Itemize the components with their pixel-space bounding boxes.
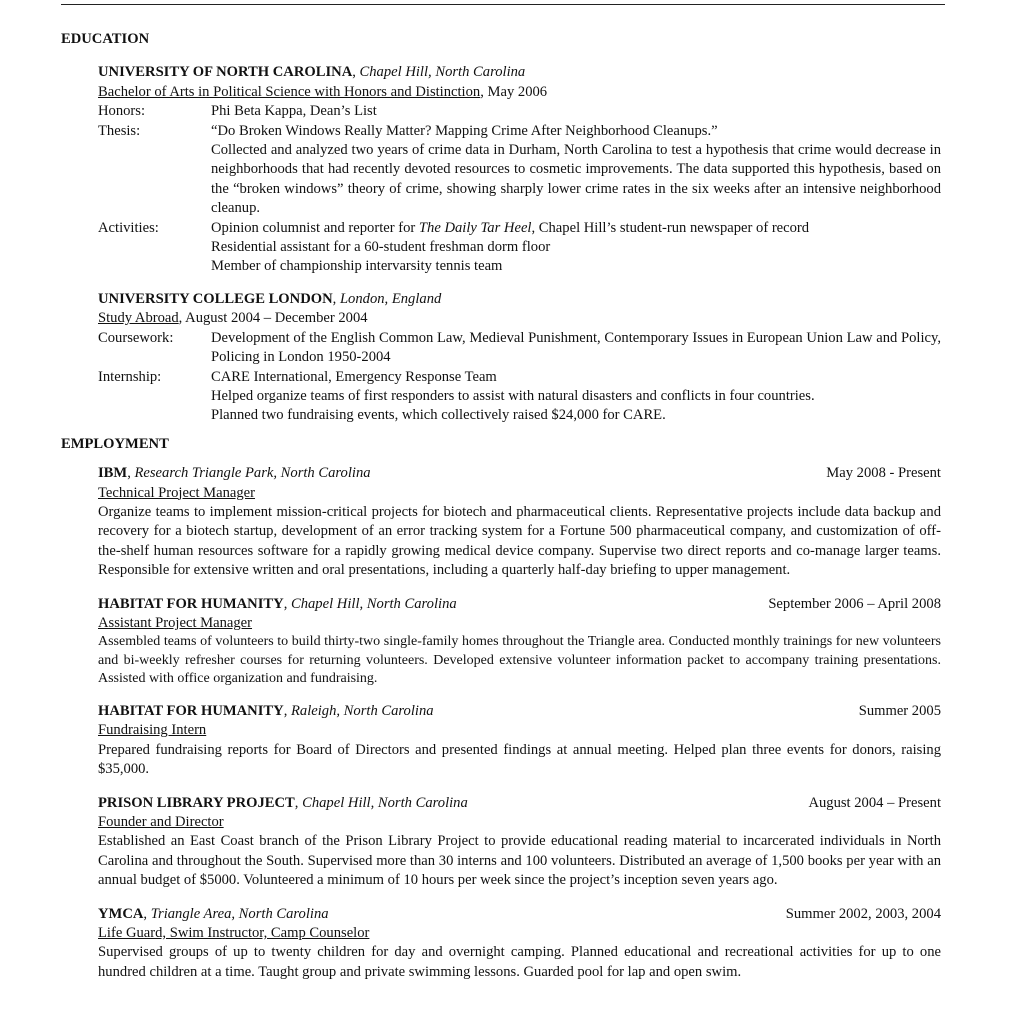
activity-item: Residential assistant for a 60-student freshman dorm floor bbox=[211, 239, 551, 256]
newspaper-name: The Daily Tar Heel bbox=[418, 219, 532, 236]
job-description: Organize teams to implement mission-critical projects for biotech and pharmaceutical clients. Representative projects include data backup and recovery for a biotech startup, development of an error tracking system for a Fortune 500 pharmaceutical company, and customization of off-the-shelf human resources software for a rapidly growing medical device company. Supervise two direct reports and co-manage larger teams. Responsible for extensive written and oral presentations, including a quarterly half-day briefing to upper management. bbox=[98, 503, 941, 579]
internship-item: Helped organize teams of first responders to assist with natural disasters and conflicts in four countries. bbox=[211, 387, 815, 404]
job-org-line: IBM, Research Triangle Park, North Carolina bbox=[98, 465, 371, 482]
coursework-label: Coursework: bbox=[98, 329, 174, 346]
job-header bbox=[98, 905, 941, 924]
unc-name: UNIVERSITY OF NORTH CAROLINA bbox=[98, 64, 353, 81]
activity-text: , Chapel Hill’s student-run newspaper of record bbox=[531, 219, 810, 236]
ucl-location: London, England bbox=[339, 290, 442, 307]
education-unc bbox=[61, 63, 941, 276]
activities-label: Activities: bbox=[98, 219, 159, 236]
job-role: Life Guard, Swim Instructor, Camp Counselor bbox=[98, 925, 370, 942]
thesis-description: Collected and analyzed two years of crime data in Durham, North Carolina to test a hypothesis that crime would decrease in neighborhoods that had recently devoted resources to cosmetic improvements. The data supported this hypothesis, based on the “broken windows” theory of crime, showing sharply lower crime rates in the six weeks after an intensive neighborhood cleanup. bbox=[211, 142, 941, 217]
job-description: Prepared fundraising reports for Board of Directors and presented findings at annual meeting. Helped plan three events for donors, raising $35,000. bbox=[98, 741, 941, 778]
activity-text: Opinion columnist and reporter for bbox=[211, 219, 419, 236]
job-org: PRISON LIBRARY PROJECT bbox=[98, 794, 295, 811]
coursework-value: Development of the English Common Law, Medieval Punishment, Contemporary Issues in European Union Law and Policy, Policing in London 1950-2004 bbox=[211, 329, 941, 366]
activity-item bbox=[211, 219, 941, 238]
job-header bbox=[98, 794, 941, 813]
job-org: HABITAT FOR HUMANITY bbox=[98, 595, 284, 612]
top-rule bbox=[61, 4, 945, 5]
ucl-coursework-row bbox=[98, 329, 941, 368]
unc-degree-date: , May 2006 bbox=[480, 83, 548, 100]
ucl-program: Study Abroad bbox=[98, 310, 179, 327]
job-description: Assembled teams of volunteers to build thirty-two single-family homes throughout the Triangle area. Conducted monthly trainings for new volunteers and bi-weekly refresher courses for returning volunteers. Developed extensive volunteer information packet to accompany training presentations. Assisted with office organization and fundraising. bbox=[98, 634, 941, 686]
ucl-program-line bbox=[98, 309, 941, 328]
job-dates: Summer 2002, 2003, 2004 bbox=[785, 905, 941, 922]
job-dates: August 2004 – Present bbox=[808, 794, 941, 811]
job-org-line: YMCA, Triangle Area, North Carolina bbox=[98, 905, 329, 922]
job-role: Founder and Director bbox=[98, 814, 224, 831]
job-org-line: HABITAT FOR HUMANITY, Raleigh, North Carolina bbox=[98, 702, 434, 719]
job-prison-library bbox=[61, 794, 941, 891]
resume-page bbox=[61, 30, 941, 982]
job-header bbox=[98, 702, 941, 721]
unc-activities-row bbox=[98, 219, 941, 277]
honors-value: Phi Beta Kappa, Dean’s List bbox=[211, 103, 377, 120]
job-location: Research Triangle Park, North Carolina bbox=[134, 465, 371, 482]
unc-degree-line bbox=[98, 83, 941, 102]
thesis-title: “Do Broken Windows Really Matter? Mapping Crime After Neighborhood Cleanups.” bbox=[211, 122, 718, 139]
job-location: Triangle Area, North Carolina bbox=[150, 905, 329, 922]
unc-degree: Bachelor of Arts in Political Science with Honors and Distinction bbox=[98, 83, 481, 100]
job-role: Technical Project Manager bbox=[98, 484, 256, 501]
internship-item: Planned two fundraising events, which collectively raised $24,000 for CARE. bbox=[211, 407, 666, 424]
education-ucl bbox=[61, 290, 941, 426]
job-description: Established an East Coast branch of the Prison Library Project to provide educational reading material to incarcerated individuals in North Carolina and throughout the South. Supervised more than 30 interns and 100 volunteers. Distributed an average of 1,500 books per year with an annual budget of $5000. Volunteered a minimum of 10 hours per week since the project’s inception seven years ago. bbox=[98, 833, 941, 889]
employment-heading: EMPLOYMENT bbox=[61, 435, 169, 452]
job-org: HABITAT FOR HUMANITY bbox=[98, 702, 284, 719]
job-org-line: HABITAT FOR HUMANITY, Chapel Hill, North Carolina bbox=[98, 595, 457, 612]
activities-value bbox=[211, 219, 941, 277]
job-description: Supervised groups of up to twenty children for day and overnight camping. Planned educational and recreational activities for up to one hundred children at a time. Taught group and private swimming lessons. Guarded pool for lap and open swim. bbox=[98, 944, 941, 980]
ucl-internship-row bbox=[98, 368, 941, 426]
job-habitat-raleigh bbox=[61, 702, 941, 780]
ucl-program-date: , August 2004 – December 2004 bbox=[178, 310, 368, 327]
unc-thesis-row bbox=[98, 122, 941, 219]
job-dates: Summer 2005 bbox=[858, 702, 941, 719]
internship-label: Internship: bbox=[98, 368, 162, 385]
honors-label: Honors: bbox=[98, 103, 146, 120]
internship-item: CARE International, Emergency Response Team bbox=[211, 368, 497, 385]
ucl-header: UNIVERSITY COLLEGE LONDON, London, England bbox=[98, 290, 442, 307]
unc-honors-row bbox=[98, 102, 941, 121]
job-habitat-chapel-hill bbox=[61, 595, 941, 688]
job-location: Chapel Hill, North Carolina bbox=[290, 595, 457, 612]
education-heading: EDUCATION bbox=[61, 31, 150, 47]
job-header bbox=[98, 595, 941, 614]
job-location: Chapel Hill, North Carolina bbox=[302, 794, 468, 811]
job-org: YMCA bbox=[98, 905, 144, 922]
job-role: Fundraising Intern bbox=[98, 722, 207, 739]
internship-value bbox=[211, 368, 941, 426]
job-ymca bbox=[61, 905, 941, 983]
job-dates: September 2006 – April 2008 bbox=[768, 595, 941, 612]
activity-item: Member of championship intervarsity tennis team bbox=[211, 258, 503, 275]
job-role: Assistant Project Manager bbox=[98, 614, 253, 631]
job-ibm bbox=[61, 464, 941, 580]
unc-header: UNIVERSITY OF NORTH CAROLINA, Chapel Hill, North Carolina bbox=[98, 64, 526, 81]
unc-location: Chapel Hill, North Carolina bbox=[359, 64, 526, 81]
ucl-name: UNIVERSITY COLLEGE LONDON bbox=[98, 290, 333, 307]
job-header bbox=[98, 464, 941, 483]
thesis-label: Thesis: bbox=[98, 122, 141, 139]
job-org: IBM bbox=[98, 465, 128, 482]
job-org-line: PRISON LIBRARY PROJECT, Chapel Hill, North Carolina bbox=[98, 794, 468, 811]
job-dates: May 2008 - Present bbox=[826, 465, 941, 482]
thesis-value bbox=[211, 122, 941, 219]
job-location: Raleigh, North Carolina bbox=[290, 702, 434, 719]
